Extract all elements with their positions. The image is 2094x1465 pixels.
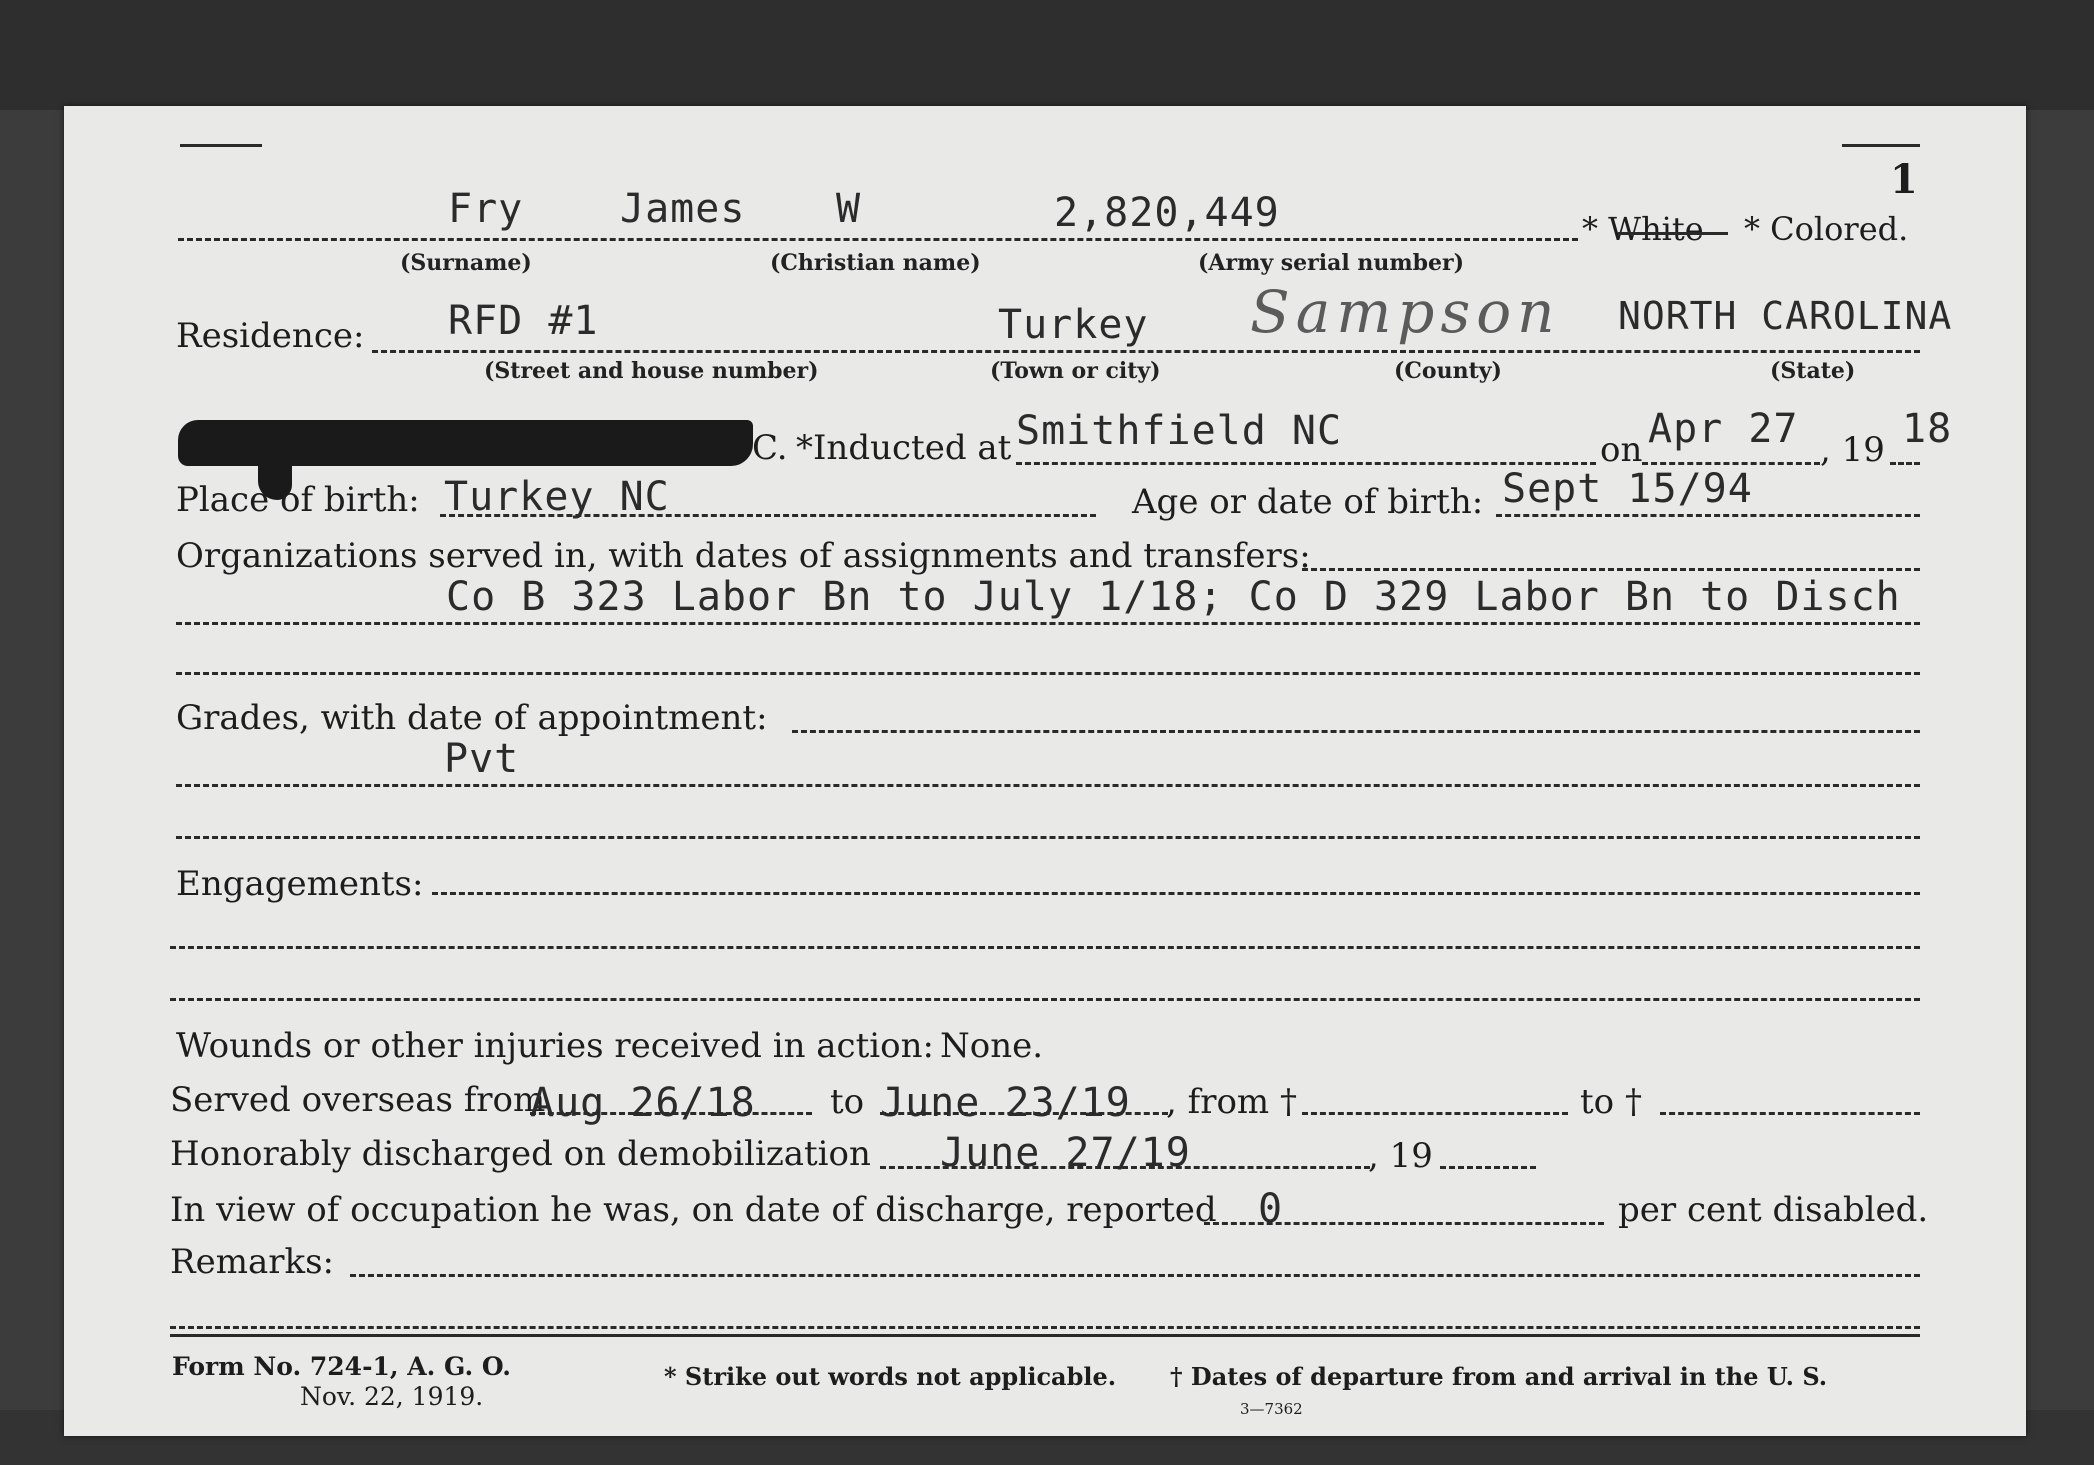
overseas-from-value: Aug 26/18 <box>530 1080 756 1126</box>
year-prefix-label: , 19 <box>1820 430 1885 470</box>
white-strike <box>1618 232 1728 235</box>
grades-line-2 <box>176 836 1920 839</box>
card-number: 1 <box>1890 156 1918 203</box>
birth-date-value: Sept 15/94 <box>1502 466 1753 512</box>
inducted-place-line <box>1016 462 1596 465</box>
christian-name-caption: (Christian name) <box>770 250 981 276</box>
town-value: Turkey <box>998 302 1149 348</box>
white-label: * White <box>1582 210 1704 248</box>
inducted-at-label: *Inducted at <box>796 428 1012 468</box>
footnote-strike-out: * Strike out words not applicable. <box>664 1362 1117 1391</box>
grades-label: Grades, with date of appointment: <box>176 698 768 738</box>
street-caption: (Street and house number) <box>484 358 819 384</box>
overseas-to2-label: to † <box>1580 1082 1642 1122</box>
footnote-dates: † Dates of departure from and arrival in the U. S. <box>1170 1362 1828 1391</box>
grades-label-line <box>792 730 1920 733</box>
induction-year-line <box>1890 462 1920 465</box>
residence-line <box>372 350 1920 353</box>
state-value: NORTH CAROLINA <box>1618 294 1953 338</box>
overseas-to-value: June 23/19 <box>880 1080 1131 1126</box>
remarks-line-2 <box>170 1326 1920 1329</box>
discharge-label: Honorably discharged on demobilization <box>170 1134 871 1174</box>
organizations-line-1 <box>176 622 1920 625</box>
grades-entry: Pvt <box>444 736 520 782</box>
engagements-line-1 <box>170 946 1920 949</box>
engagements-label-line <box>432 892 1920 895</box>
discharge-date-line <box>880 1166 1370 1169</box>
place-of-birth-line <box>440 514 1096 517</box>
place-of-birth-value: Turkey NC <box>444 474 670 520</box>
form-number: Form No. 724-1, A. G. O. <box>172 1352 511 1381</box>
surname-caption: (Surname) <box>400 250 532 276</box>
print-code: 3—7362 <box>1240 1400 1303 1418</box>
engagements-line-2 <box>170 998 1920 1001</box>
christian-name-value: James <box>620 186 746 232</box>
on-label: on <box>1600 430 1643 470</box>
town-caption: (Town or city) <box>990 358 1161 384</box>
overseas-to-line <box>880 1112 1168 1115</box>
disability-value: 0 <box>1258 1186 1284 1232</box>
footer-rule <box>170 1334 1920 1337</box>
county-value: Sampson <box>1250 278 1561 346</box>
birth-date-line <box>1496 514 1920 517</box>
colored-label: * Colored. <box>1744 210 1909 248</box>
overseas-to-label: to <box>830 1082 865 1122</box>
grades-line-1 <box>176 784 1920 787</box>
engagements-label: Engagements: <box>176 864 424 904</box>
form-date: Nov. 22, 1919. <box>300 1382 484 1411</box>
street-value: RFD #1 <box>448 298 599 344</box>
name-line <box>178 238 1578 241</box>
served-overseas-label: Served overseas from <box>170 1080 546 1120</box>
induction-date-value: Apr 27 <box>1648 406 1799 452</box>
age-label: Age or date of birth: <box>1132 482 1484 522</box>
induction-date-line <box>1642 462 1820 465</box>
top-left-rule <box>180 144 262 147</box>
place-of-birth-label: Place of birth: <box>176 480 420 520</box>
organizations-label: Organizations served in, with dates of assignments and transfers: <box>176 536 1311 576</box>
residence-label: Residence: <box>176 316 365 356</box>
organizations-label-line <box>1302 568 1920 571</box>
discharge-date-value: June 27/19 <box>940 1130 1191 1176</box>
organizations-entry: Co B 323 Labor Bn to July 1/18; Co D 329 Labor Bn to Disch <box>446 574 1901 620</box>
top-right-rule <box>1842 144 1920 147</box>
inducted-place-value: Smithfield NC <box>1016 408 1343 454</box>
state-caption: (State) <box>1770 358 1856 384</box>
overseas-from2-label: , from † <box>1166 1082 1297 1122</box>
army-serial-number-value: 2,820,449 <box>1054 190 1280 236</box>
county-caption: (County) <box>1394 358 1502 384</box>
wounds-value: None. <box>940 1026 1044 1066</box>
discharge-year-line <box>1440 1166 1536 1169</box>
remarks-label: Remarks: <box>170 1242 334 1282</box>
overseas-from2-line <box>1302 1112 1568 1115</box>
scan-background-top <box>0 0 2094 110</box>
overseas-to2-line <box>1660 1112 1920 1115</box>
wounds-label: Wounds or other injuries received in action: <box>176 1026 934 1066</box>
enlistment-suffix: C. <box>752 428 788 468</box>
surname-value: Fry <box>448 186 524 232</box>
organizations-line-2 <box>176 672 1920 675</box>
discharge-year-label: , 19 <box>1368 1136 1433 1176</box>
disability-line <box>1204 1222 1604 1225</box>
disability-suffix: per cent disabled. <box>1618 1190 1929 1230</box>
serial-number-caption: (Army serial number) <box>1198 250 1465 276</box>
overseas-from-line <box>530 1112 812 1115</box>
remarks-line-1 <box>350 1274 1920 1277</box>
middle-initial-value: W <box>836 186 862 232</box>
disability-label: In view of occupation he was, on date of discharge, reported <box>170 1190 1217 1230</box>
induction-year-value: 18 <box>1902 406 1953 452</box>
